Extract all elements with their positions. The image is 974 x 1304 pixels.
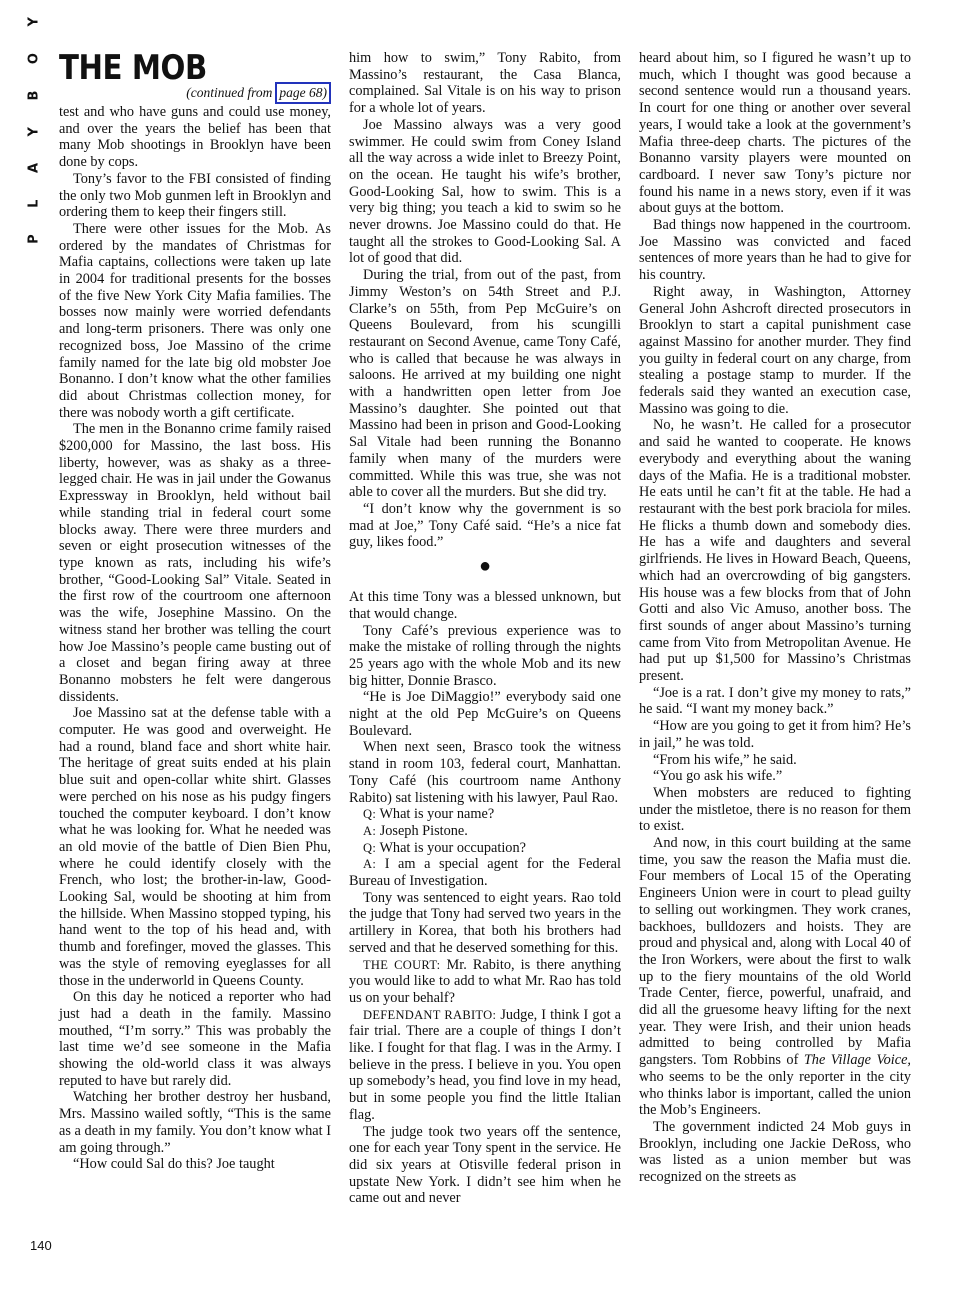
paragraph: “Joe is a rat. I don’t give my money to rats,” he said. “I want my money back.” xyxy=(639,684,911,718)
article-column-3 xyxy=(639,50,911,1186)
testimony-line xyxy=(349,856,621,889)
paragraph: During the trial, from out of the past, from Jimmy Weston’s on 54th Street and P.J. Clarke’s on 55th, from Pep McGuire’s on Queens Boulevard, from his scungilli restaurant on Second Avenue, came Tony Café, who is called that because he was always in saloons. He arrived at my building one night with a handwritten open letter from Joe Massino’s daughter. She pointed out that Massino had been in prison and Good-Looking Sal Vitale had been running the Bonanno family when many of the murders were committed. While this was true, she was not able to cover all the murders. But she did try. xyxy=(349,267,621,501)
paragraph: Tony was sentenced to eight years. Rao told the judge that Tony had served two years in the artillery in Korea, that both his brothers had served and that he deserved something for this. xyxy=(349,889,621,956)
paragraph: Joe Massino always was a very good swimmer. He could swim from Coney Island all the way across a wide inlet to Breezy Point, on the ocean. He taught his wife’s brother, Good-Looking Sal, how to swim. This is a very big thing; you teach a kid to swim so he never drowns. Joe Massino could do that. He taught all the strokes to Good-Looking Sal. A lot of good that did. xyxy=(349,116,621,267)
paragraph: test and who have guns and could use money, and over the years the belief has been that many Mob shootings in Brooklyn have been done by cops. xyxy=(59,104,331,171)
robbins-after: who seems to be the only reporter in the city who thinks labor is important, called the union the Mob’s Engineers. xyxy=(639,1068,911,1119)
testimony-tag: Q: xyxy=(363,840,377,855)
testimony-text: What is your occupation? xyxy=(379,839,526,856)
section-break-bullet: ● xyxy=(478,555,492,578)
speaker-tag: THE COURT: xyxy=(363,957,441,972)
paragraph: When mobsters are reduced to fighting under the mistletoe, there is no reason for them to exist. xyxy=(639,784,911,835)
testimony-text: I am a special agent for the Federal Bureau of Investigation. xyxy=(349,856,621,890)
paragraph: “You go ask his wife.” xyxy=(653,768,783,785)
paragraph: On this day he noticed a reporter who had just had a death in the family. Massino mouthed, “I’m sorry.” This was probably the last time we’d see someone in the Mafia showing the old-world class it was always reputed to have but rarely did. xyxy=(59,989,331,1089)
paragraph-text: And now, in this court building at the same time, you saw the reason the Mafia must die. Four members of Local 15 of the Operating Engineers Union were in court to plead guilty to selling out workingmen. They work cranes, backhoes, bulldozers and hoists. They are proud and physical and, along with Local 40 of the Iron Workers, were about the first to walk up to the fiery mountains of the old World Trade Center, fierce, powerful, unafraid, and did all the gruesome heavy lifting for the next year. They were Irish, and their union heads admitted to being controlled by Mafia gangsters. xyxy=(639,835,911,1069)
paragraph: Joe Massino sat at the defense table with a computer. He was good and overweight. He had a round, bland face and short white hair. The heritage of great suits ended at his plain blue suit and open-collar white shirt. Glasses were perched on his nose as his pudgy fingers touched the computer keyboard. I don’t know what he was looking for. What he needed was an old movie of the battle of Dien Bien Phu, where he could identify closely with the French, who lost; the brother-in-law, Good-Looking Sal, would be shooting at him from the hillside. When Massino stopped typing, his hand went to the top of his head and, with thumb and forefinger, moved the glasses. This was the style of removing eyeglasses for all those in the underworld in Queens County. xyxy=(59,705,331,989)
paragraph: “I don’t know why the government is so mad at Joe,” Tony Café said. “He’s a nice fat guy, likes food.” xyxy=(349,500,621,551)
testimony-tag: Q: xyxy=(363,807,377,822)
paragraph: Bad things now happened in the courtroom. Joe Massino was convicted and faced sentences of more years than he had to give for his country. xyxy=(639,217,911,284)
publication-name: The Village Voice, xyxy=(803,1052,912,1069)
paragraph: him how to swim,” Tony Rabito, from Massino’s restaurant, the Casa Blanca, complained. Sal Vitale is on his way to prison for a whole lot of years. xyxy=(349,50,621,117)
paragraph: “He is Joe DiMaggio!” everybody said one night at the old Pep McGuire’s on Queens Boulevard. xyxy=(349,689,621,739)
paragraph: Tony Café’s previous experience was to make the mistake of rolling through the nights 25 years ago with the whole Mob and its new big hitter, Donnie Brasco. xyxy=(349,622,621,689)
article-column-2 xyxy=(349,50,621,1207)
paragraph: “How could Sal do this? Joe taught xyxy=(73,1156,275,1173)
paragraph xyxy=(639,835,911,1119)
paragraph: heard about him, so I figured he wasn’t up to much, which I thought was good because a second sentence would run a thousand years. In court for one thing or another over several years, I would take a look at the government’s Mafia three-deep charts. The pictures of the Bonanno varsity players were mounted on cardboard. I never saw Tony’s picture nor found his name in a news story, even if it was about guys at the bottom. xyxy=(639,50,911,217)
testimony-line xyxy=(349,823,621,840)
continued-page-link[interactable]: page 68) xyxy=(275,82,331,104)
paragraph: Right away, in Washington, Attorney General John Ashcroft directed prosecutors in Brooklyn to start a capital punishment case against Massino for another murder. They find you guilty in federal court on any charge, from stealing a postage stamp to murder. If the federals said they wanted an execution case, Massino was going to die. xyxy=(639,283,911,417)
page-number: 140 xyxy=(30,1238,52,1253)
testimony-text: What is your name? xyxy=(379,806,495,823)
speaker-text: Mr. Rabito, is there anything you would like to add to what Mr. Rao has told us on your behalf? xyxy=(349,956,622,1006)
magazine-name: P L A Y B O Y xyxy=(26,6,42,244)
paragraph: At this time Tony was a blessed unknown, but that would change. xyxy=(349,589,621,622)
paragraph: Tony’s favor to the FBI consisted of finding the only two Mob gunmen left in Brooklyn and ordering them to keep their fingers still. xyxy=(59,170,331,221)
testimony-tag: A: xyxy=(363,857,377,872)
paragraph: Watching her brother destroy her husband, Mrs. Massino wailed softly, “This is the same as a death in my family. You don’t know what I am going through.” xyxy=(59,1089,331,1156)
testimony-tag: A: xyxy=(363,823,377,838)
speaker-text: Judge, I think I got a fair trial. There are a couple of things I don’t like. I fought for that flag. I was in the Army. I believe in the press. I believe in you. You open up somebody’s head, you find love in my head, but in some people you find the little Italian flag. xyxy=(349,1006,622,1123)
paragraph: “How are you going to get it from him? He’s in jail,” he was told. xyxy=(639,718,911,751)
testimony-text: Joseph Pistone. xyxy=(379,822,468,839)
paragraph: There were other issues for the Mob. As ordered by the mandates of Christmas for Mafia captains, collections were taken up late in 2004 for traditional presents for the bosses of the five New York City Mafia families. The bosses now mainly were worried defendants and long-term prisoners. There was only one recognized boss, Joe Massino of the crime family named for the late big old mobster Joe Bonanno. I don’t know what the other families did about Christmas collection money, for there was nobody worth a gift certificate. xyxy=(59,220,331,421)
testimony-line xyxy=(349,806,621,823)
paragraph: No, he wasn’t. He called for a prosecutor and said he wanted to cooperate. He knows everybody and everything about the waning days of the Mafia. He is a traditional mobster. He eats until he can’t fit at the table. He had a restaurant with the best pork braciola for miles. He flicks a thumb down and somebody dies. He has a wife and daughters and several girlfriends. He lives in Howard Beach, Queens, which had an overcrowding of big gangsters. His house was a few blocks from that of John Gotti and also Vic Amuso, another boss. The first sounds of anger about Massino’s turning came from Vito from Metropolitan Avenue. He had put up $1,500 for Massino’s Christmas present. xyxy=(639,417,911,685)
testimony-line xyxy=(349,840,621,857)
speaker-tag: DEFENDANT RABITO: xyxy=(363,1007,497,1022)
headline: THE MOB xyxy=(59,48,207,88)
court-quote xyxy=(349,957,621,1007)
paragraph: The government indicted 24 Mob guys in Brooklyn, including one Jackie DeRoss, who was listed as a union member but was recognized on the streets as xyxy=(639,1119,911,1186)
paragraph: “From his wife,” he said. xyxy=(653,751,797,768)
paragraph: The men in the Bonanno crime family raised $200,000 for Massino, the last boss. His liberty, however, was as shaky as a three-legged chair. He was in jail under the Gowanus Expressway in Brooklyn, held without bail while standing trial in federal court some blocks away. There were three murders and seven or eight prosecution witnesses of the type known as rats, including his wife’s brother, “Good-Looking Sal” Vitale. Seated in the first row of the courtroom one afternoon was the wife, Josephine Massino. On the witness stand her brother was telling the court how Joe Massino’s people came busting out of a closet and began firing away at three Bonanno mobsters he felt were dangerous dissidents. xyxy=(59,421,331,705)
continued-prefix: (continued from xyxy=(186,85,273,100)
paragraph: The judge took two years off the sentence, one for each year Tony spent in the service. He did six years at Otisville federal prison in upstate New York. I didn’t see him when he came out and never xyxy=(349,1123,621,1207)
paragraph: When next seen, Brasco took the witness stand in room 103, federal court, Manhattan. Tony Café (his courtroom name Anthony Rabito) sat listening with his lawyer, Paul Rao. xyxy=(349,739,621,806)
magazine-name-vertical xyxy=(14,6,54,244)
article-column-1 xyxy=(59,50,331,1173)
defendant-quote xyxy=(349,1007,621,1124)
robbins-before: Tom Robbins of xyxy=(701,1052,799,1069)
